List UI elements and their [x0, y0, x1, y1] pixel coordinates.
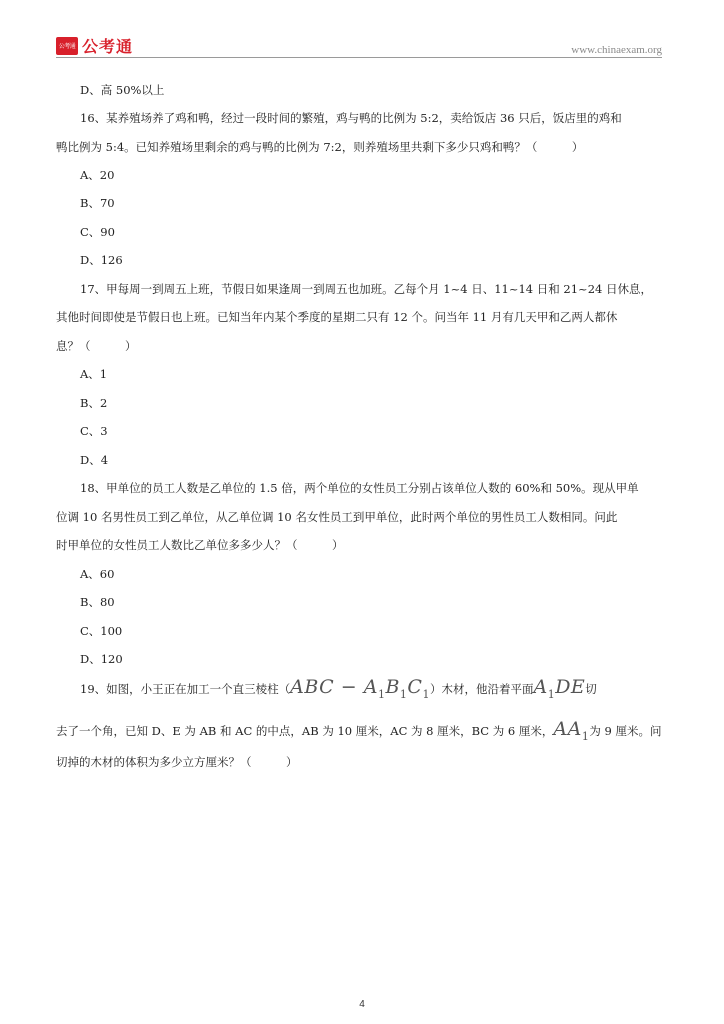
q17-option-b: B、2: [80, 396, 108, 410]
q18-stem-line3: 时甲单位的女性员工人数比乙单位多多少人？（ ）: [56, 538, 344, 552]
page-number: 4: [359, 999, 365, 1010]
prism-formula: ABC − $A_1B_1C_1$: [290, 676, 430, 701]
q19-text-part2: ）木材，他沿着平面: [429, 682, 534, 696]
q19-text-part3: 切: [585, 682, 597, 696]
q18-option-c: C、100: [80, 624, 123, 638]
q19-text-line2b: 为 9 厘米。问: [589, 724, 662, 738]
q18-option-d: D、120: [80, 652, 123, 666]
q18-stem-line1: 18、甲单位的员工人数是乙单位的 1.5 倍，两个单位的女性员工分别占该单位人数的 60%和 50%。现从甲单: [80, 481, 639, 495]
header-divider: [56, 57, 662, 58]
q16-stem-line1: 16、某养殖场养了鸡和鸭，经过一段时间的繁殖，鸡与鸭的比例为 5:2，卖给饭店 36 只后，饭店里的鸡和: [80, 111, 622, 125]
q19-line2: [56, 718, 662, 743]
q17-option-c: C、3: [80, 424, 108, 438]
brand-logo[interactable]: [56, 34, 133, 57]
q19-text-line2a: 去了一个角，已知 D、E 为 AB 和 AC 的中点，AB 为 10 厘米，AC 为 8 厘米，BC 为 6 厘米，: [56, 724, 554, 738]
q16-option-b: B、70: [80, 196, 115, 210]
q18-option-a: A、60: [80, 567, 115, 581]
site-url: www.chinaexam.org: [571, 44, 662, 56]
logo-badge: 公考通: [56, 37, 78, 55]
q18-stem-line2: 位调 10 名男性员工到乙单位，从乙单位调 10 名女性员工到甲单位，此时两个单位的男性员工人数相同。问此: [56, 510, 618, 524]
q16-option-a: A、20: [80, 168, 115, 182]
q17-option-d: D、4: [80, 453, 109, 467]
q16-option-d: D、126: [80, 253, 123, 267]
q16-stem-line2: 鸭比例为 5:4。已知养殖场里剩余的鸡与鸭的比例为 7:2，则养殖场里共剩下多少只鸡和鸭？（ ）: [56, 140, 584, 154]
q19-line3: 切掉的木材的体积为多少立方厘米？（ ）: [56, 755, 298, 769]
q19-line1: [80, 676, 597, 701]
q19-text-part1: 19、如图，小王正在加工一个直三棱柱（: [80, 682, 291, 696]
edge-formula: $AA_1$: [553, 718, 590, 743]
q17-stem-line3: 息？（ ）: [56, 339, 137, 353]
page-header: [56, 34, 662, 60]
q16-option-c: C、90: [80, 225, 115, 239]
q18-option-b: B、80: [80, 595, 115, 609]
q15-option-d: D、高 50%以上: [80, 83, 165, 97]
q17-stem-line1: 17、甲每周一到周五上班，节假日如果逢周一到周五也加班。乙每个月 1~4 日、11~14 日和 21~24 日休息，: [80, 282, 652, 296]
q17-option-a: A、1: [80, 367, 108, 381]
plane-formula: $A_1DE$: [533, 676, 586, 701]
q17-stem-line2: 其他时间即使是节假日也上班。已知当年内某个季度的星期二只有 12 个。问当年 11 月有几天甲和乙两人都休: [56, 310, 618, 324]
logo-text: 公考通: [82, 37, 134, 56]
